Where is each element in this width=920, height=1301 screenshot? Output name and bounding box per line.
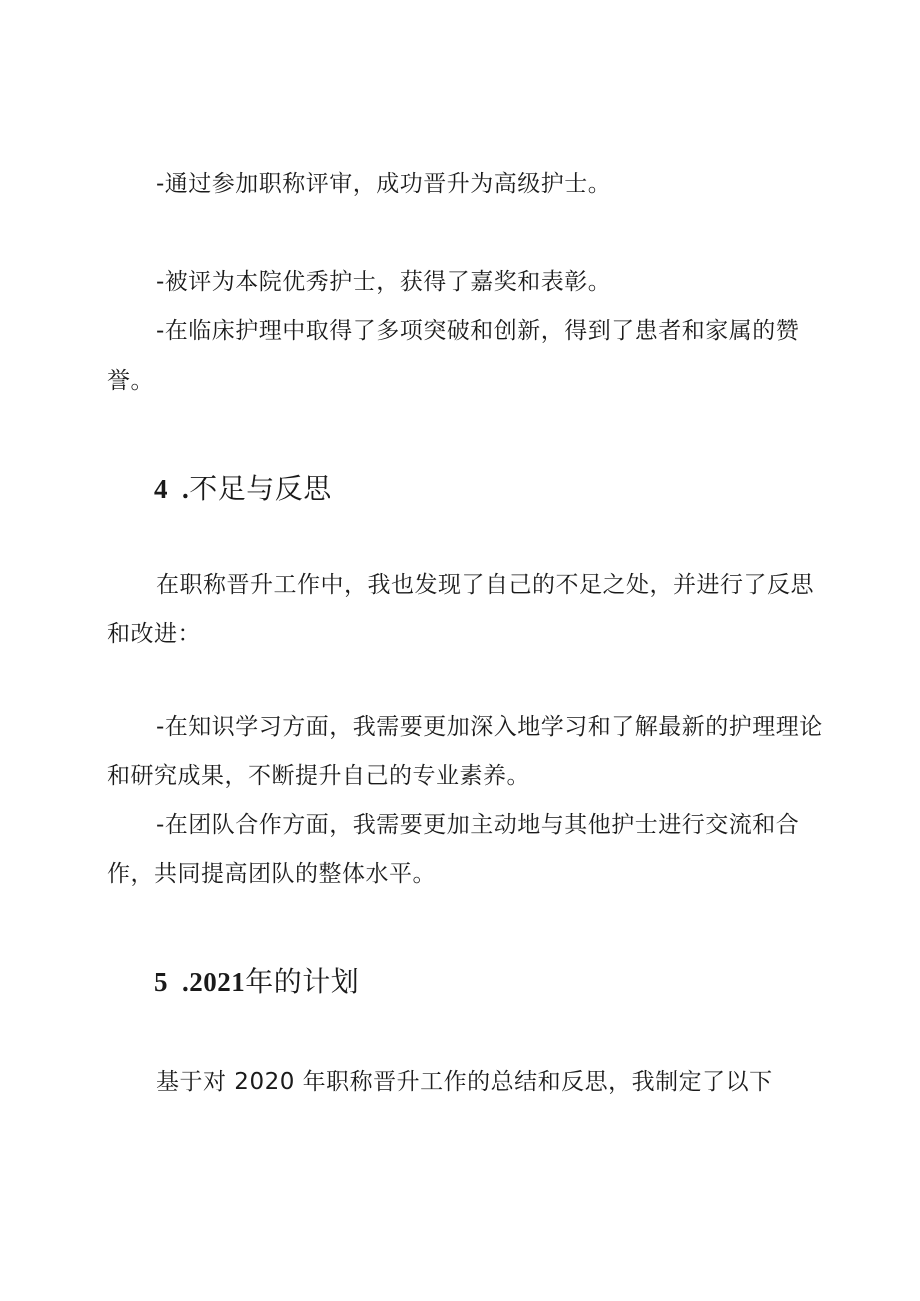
paragraph-line: 基于对 2020 年职称晋升工作的总结和反思，我制定了以下 bbox=[156, 1069, 773, 1095]
section-dot: . bbox=[182, 474, 190, 504]
section-dot-year: .2021 bbox=[182, 967, 246, 997]
section-heading-4 bbox=[154, 471, 332, 507]
reflection-item: -在团队合作方面，我需要更加主动地与其他护士进行交流和合 bbox=[156, 812, 800, 838]
reflection-item-continuation: 和研究成果，不断提升自己的专业素养。 bbox=[107, 763, 530, 789]
paragraph-line: 在职称晋升工作中，我也发现了自己的不足之处，并进行了反思 bbox=[156, 572, 814, 598]
achievement-item: -在临床护理中取得了多项突破和创新，得到了患者和家属的赞 bbox=[156, 318, 800, 344]
section-number: 5 bbox=[154, 967, 168, 997]
section-heading-5 bbox=[154, 964, 359, 1000]
achievement-item: -被评为本院优秀护士，获得了嘉奖和表彰。 bbox=[156, 269, 612, 295]
achievement-item: -通过参加职称评审，成功晋升为高级护士。 bbox=[156, 171, 612, 197]
section-number: 4 bbox=[154, 474, 168, 504]
reflection-item: -在知识学习方面，我需要更加深入地学习和了解最新的护理理论 bbox=[156, 714, 823, 740]
section-title: 年的计划 bbox=[245, 965, 360, 998]
paragraph-line: 和改进： bbox=[107, 621, 201, 647]
achievement-item-continuation: 誉。 bbox=[107, 368, 154, 394]
reflection-item-continuation: 作，共同提高团队的整体水平。 bbox=[107, 861, 436, 887]
section-title: 不足与反思 bbox=[189, 472, 332, 505]
